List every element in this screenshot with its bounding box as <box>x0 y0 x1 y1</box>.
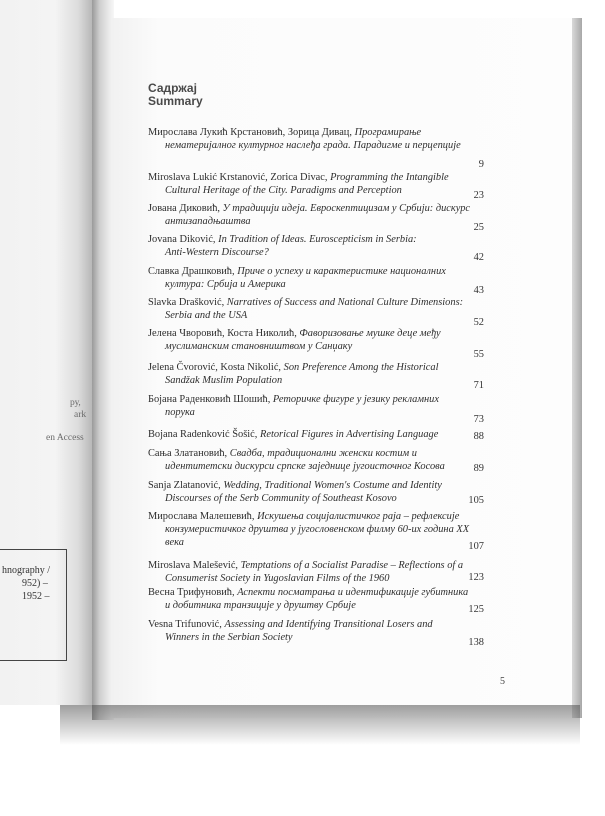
toc-title-continuation: Winners in the Serbian Society <box>165 631 293 643</box>
toc-title: У традицији идеја. Евроскептицизам у Србији: дискурс <box>222 203 471 214</box>
toc-page-number: 138 <box>468 637 484 648</box>
toc-entry <box>148 172 473 198</box>
toc-title-continuation: Serbia and the USA <box>165 309 248 321</box>
toc-title-continuation: нематеријалног културног наслеђа града. Парадигме и перцепције <box>165 139 461 151</box>
toc-title-continuation: Cultural Heritage of the City. Paradigms and Perception <box>165 184 402 196</box>
toc-title-continuation: Anti-Western Discourse? <box>165 246 269 258</box>
toc-title: Temptations of a Socialist Paradise – Reflections of a <box>240 560 464 571</box>
toc-authors: Бојана Раденковић Шошић, <box>148 394 271 405</box>
toc-page-number: 71 <box>473 380 484 391</box>
toc-title: Свадба, традиционални женски костим и <box>229 448 417 459</box>
toc-entry <box>148 480 473 506</box>
left-facing-page <box>0 0 92 705</box>
toc-title-continuation: и добитника транзиције у друштву Србије <box>165 599 356 611</box>
bottom-shadow <box>60 705 580 745</box>
toc-authors: Miroslava Malešević, <box>148 560 239 571</box>
toc-page-number: 125 <box>468 604 484 615</box>
heading-cyrillic: Садржај <box>148 81 197 95</box>
toc-authors: Јелена Чворовић, Коста Николић, <box>148 328 297 339</box>
toc-entry <box>148 362 473 388</box>
toc-authors: Bojana Radenković Šošić, <box>148 429 258 440</box>
toc-authors: Јована Диковић, <box>148 203 221 214</box>
toc-entry <box>148 560 473 586</box>
toc-page-number: 107 <box>468 541 484 552</box>
toc-title: Искушења социјалистичког раја – рефлексије <box>257 511 460 522</box>
heading-latin: Summary <box>148 94 203 108</box>
toc-title-continuation: Consumerist Society in Yugoslavian Films of the 1960 <box>165 572 390 584</box>
toc-authors: Славка Драшковић, <box>148 266 235 277</box>
right-page-edge <box>572 18 582 718</box>
toc-title-continuation: муслиманским становништвом у Санџаку <box>165 340 353 352</box>
toc-title: Реторичке фигуре у језику рекламних <box>272 394 439 405</box>
toc-title: Son Preference Among the Historical <box>283 362 439 373</box>
toc-authors: Мирослава Лукић Крстановић, Зорица Дивац, <box>148 127 352 138</box>
left-box-fragment: 952) – <box>22 578 48 589</box>
toc-title: Програмирање <box>354 127 422 138</box>
toc-title: Аспекти посматрања и идентификације губитника <box>237 587 469 598</box>
toc-authors: Весна Трифуновић, <box>148 587 235 598</box>
left-box-fragment: hnography / <box>2 565 51 576</box>
toc-entry <box>148 587 473 613</box>
toc-page-number: 55 <box>473 349 484 360</box>
toc-title-continuation: конзумеристичког друштва у југословенском филму 60-их година XX века <box>165 523 470 548</box>
toc-entry <box>148 511 473 549</box>
toc-title: Приче о успеху и карактеристике националних <box>237 266 446 277</box>
toc-page-number: 42 <box>473 252 484 263</box>
left-page-fragment: en Access <box>46 433 84 443</box>
toc-authors: Мирослава Малешевић, <box>148 511 255 522</box>
toc-authors: Сања Златановић, <box>148 448 228 459</box>
toc-entry <box>148 328 473 354</box>
toc-title: Wedding, Traditional Women's Costume and Identity <box>223 480 442 491</box>
toc-title: Retorical Figures in Advertising Language <box>259 429 439 440</box>
toc-page-number: 9 <box>478 159 484 170</box>
toc-authors: Miroslava Lukić Krstanović, Zorica Divac, <box>148 172 328 183</box>
toc-title-continuation: Discourses of the Serb Community of Southeast Kosovo <box>165 492 397 504</box>
left-page-box <box>0 549 67 661</box>
toc-entry <box>148 394 473 420</box>
left-page-fragment: ру, <box>70 398 81 408</box>
toc-entry <box>148 429 473 442</box>
toc-title-continuation: култура: Србија и Америка <box>165 278 286 290</box>
toc-authors: Jovana Diković, <box>148 234 216 245</box>
toc-title: Assessing and Identifying Transitional Losers and <box>224 619 433 630</box>
toc-title: Фаворизовање мушке деце међу <box>299 328 441 339</box>
toc-page-number: 43 <box>473 285 484 296</box>
page-number: 5 <box>500 676 505 687</box>
toc-title-continuation: Sandžak Muslim Population <box>165 374 283 386</box>
toc-authors: Slavka Drašković, <box>148 297 225 308</box>
left-page-fragment: ark <box>74 410 87 420</box>
toc-authors: Vesna Trifunović, <box>148 619 222 630</box>
toc-entry <box>148 297 473 323</box>
toc-page-number: 52 <box>473 317 484 328</box>
toc-page-number: 88 <box>473 431 484 442</box>
book-gutter <box>92 0 114 720</box>
toc-title: Programming the Intangible <box>330 172 449 183</box>
toc-entry <box>148 619 473 645</box>
toc-entry <box>148 203 473 229</box>
toc-authors: Sanja Zlatanović, <box>148 480 221 491</box>
toc-page-number: 73 <box>473 414 484 425</box>
toc-entry <box>148 448 473 474</box>
toc-entry <box>148 266 473 292</box>
toc-authors: Jelena Čvorović, Kosta Nikolić, <box>148 362 282 373</box>
toc-page-number: 23 <box>473 190 484 201</box>
toc-page-number: 25 <box>473 222 484 233</box>
toc-title: Narratives of Success and National Culture Dimensions: <box>226 297 464 308</box>
toc-page-number: 89 <box>473 463 484 474</box>
toc-entry <box>148 127 473 153</box>
toc-title: In Tradition of Ideas. Euroscepticism in Serbia: <box>218 234 417 245</box>
toc-page-number: 123 <box>468 572 484 583</box>
left-box-fragment: 1952 – <box>22 591 50 602</box>
toc-title-continuation: антизападњаштва <box>165 215 251 227</box>
toc-title-continuation: порука <box>165 406 195 418</box>
toc-entry <box>148 234 473 260</box>
toc-title-continuation: идентитетски дискурси српске заједнице југоисточног Косова <box>165 460 445 472</box>
toc-page-number: 105 <box>468 495 484 506</box>
